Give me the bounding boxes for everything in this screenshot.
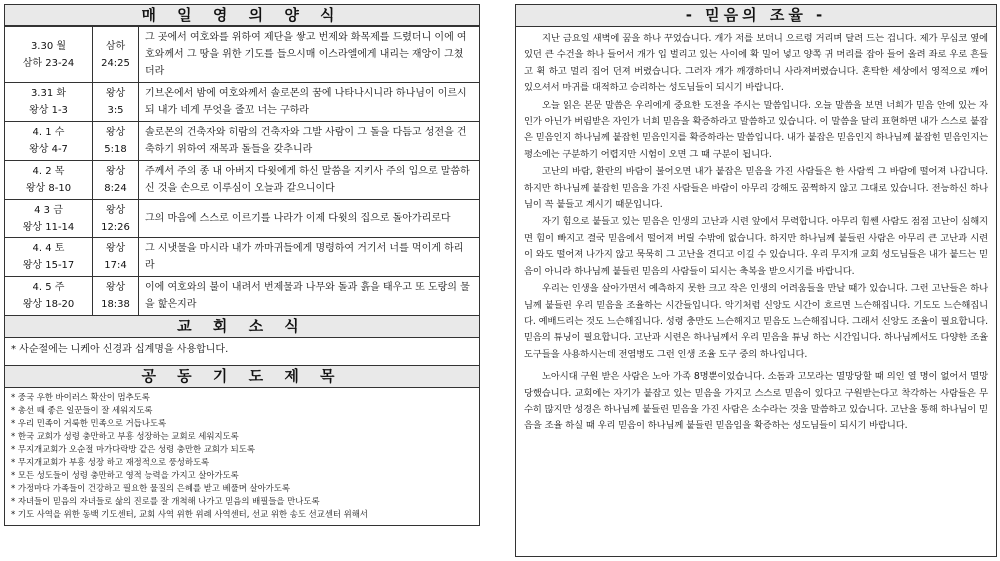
prayer-item: * 우리 민족이 거룩한 민족으로 거듭나도록	[11, 418, 167, 428]
reading-row	[5, 238, 480, 277]
essay-paragraph: 오늘 읽은 본문 말씀은 우리에게 중요한 도전을 주시는 말씀입니다. 오늘 말씀을 보면 너희가 믿음 안에 있는 자인가 아닌가 버림받은 자인가 너희 믿음을 확증하라고 말씀하고 있습니다. 이 말씀을 달리 표현하면 내가 스스로 붙잡은 믿음인지 하나님께 붙잡힌 믿음인지를 확증하라는 말씀입니다. 내가 붙잡은 믿음인지 하나님께 붙잡힌 믿음인지는 평소에는 구분하기 어렵지만 시험이 오면 그 때 구분이 됩니다.	[524, 99, 988, 160]
reading-text: 기브온에서 밤에 여호와께서 솔로몬의 꿈에 나타나시니라 하나님이 이르시되 내가 네게 무엇을 줄꼬 너는 구하라	[139, 83, 480, 122]
essay-paragraph: 노아시대 구원 받은 사람은 노아 가족 8명뿐이었습니다. 소돔과 고모라는 멸망당할 때 의인 열 명이 없어서 멸망당했습니다. 교회에는 자기가 붙잡고 있는 믿음을 가지고 스스로 믿음이 있다고 구원받는다고 착각하는 사람들은 무수히 많지만 성경은 하나님께 붙들린 믿음을 가진 사람은 소수라는 것을 말씀하고 있습니다. 고난을 통해 하나님이 믿음을 조율 하실 때 우리 믿음이 하나님께 붙들린 믿음임을 확증하는 성도님들이 되시기 바랍니다.	[524, 371, 988, 432]
reading-date	[5, 161, 93, 200]
reading-row	[5, 200, 480, 238]
reading-day: 4. 4 토	[32, 243, 65, 254]
reading-range: 왕상 18-20	[22, 299, 75, 310]
reading-day: 4. 1 수	[32, 127, 65, 138]
reading-day: 4. 5 주	[32, 282, 65, 293]
daily-reading-title: 매 일 영 의 양 식	[4, 4, 480, 26]
reading-range: 왕상 15-17	[22, 260, 75, 271]
right-column	[515, 4, 997, 557]
reading-day: 3.31 화	[30, 88, 67, 99]
reading-verse-ref	[93, 200, 139, 238]
essay-paragraph: 자기 힘으로 붙들고 있는 믿음은 인생의 고난과 시련 앞에서 무력합니다. 아무리 힘쎈 사람도 점점 고난이 심해지면 힘이 빠지고 결국 믿음에서 떨어져 버릴 수밖에 없습니다. 하지만 하나님께 붙들린 사람은 아무리 큰 고난과 시련이 와도 떨어져 나가지 않고 묵묵히 그 고난을 견디고 이길 수 있습니다. 우리 무지개 교회 성도님들은 내가 붙드는 믿음이 아니라 하나님께 붙들린 믿음의 사람들이 되시는 축복을 받으시기를 바랍니다.	[524, 216, 988, 277]
reading-verse: 5:18	[104, 144, 127, 155]
prayer-title: 공 동 기 도 제 목	[4, 366, 480, 388]
reading-day: 4 3 금	[34, 204, 63, 216]
reading-book: 삼하	[105, 40, 126, 52]
reading-verse: 8:24	[104, 183, 127, 194]
reading-row	[5, 277, 480, 316]
church-news-item: * 사순절에는 니케아 신경과 십계명을 사용합니다.	[11, 344, 229, 355]
reading-text: 그의 마음에 스스로 이르기를 나라가 이제 다윗의 집으로 돌아가리로다	[139, 200, 480, 238]
prayer-list	[5, 388, 479, 525]
reading-text: 그 시냇물을 마시라 내가 까마귀들에게 명령하여 거기서 너를 먹이게 하리라	[139, 238, 480, 277]
prayer-item: * 무지개교회가 부흥 성장 하고 재정적으로 풍성하도록	[11, 457, 210, 467]
prayer-item: * 총선 때 좋은 일꾼들이 잘 세워지도록	[11, 405, 153, 415]
reading-date	[5, 277, 93, 316]
reading-verse: 24:25	[101, 57, 130, 69]
church-news-title: 교 회 소 식	[4, 316, 480, 338]
reading-book: 왕상	[105, 204, 126, 216]
reading-date	[5, 83, 93, 122]
reading-text: 그 곳에서 여호와를 위하여 제단을 쌓고 번제와 화목제를 드렸더니 이에 여호와께서 그 땅을 위한 기도를 들으시매 이스라엘에게 내리는 재앙이 그쳤더라	[139, 27, 480, 83]
prayer-item: * 중국 우한 바이러스 확산이 멈추도록	[11, 392, 150, 402]
reading-verse-ref	[93, 238, 139, 277]
prayer-item: * 무지개교회가 오순절 마가다락방 같은 성령 충만한 교회가 되도록	[11, 444, 255, 454]
prayer-item: * 가정마다 가족들이 건강하고 필요한 물질의 은혜를 받고 베풀며 살아가도록	[11, 483, 290, 493]
prayer-item: * 모든 성도들이 성령 충만하고 영적 능력을 가지고 살아가도록	[11, 470, 239, 480]
reading-verse: 18:38	[101, 299, 130, 310]
reading-range: 왕상 1-3	[29, 105, 68, 116]
reading-day: 3.30 월	[30, 40, 67, 52]
essay-paragraph: 지난 금요일 새벽에 꿈을 하나 꾸었습니다. 개가 저를 보더니 으르렁 거리며 달려 드는 겁니다. 제가 무심코 옆에 있던 큰 수건을 하나 들어서 개가 입 벌리고 있는 사이에 확 밀어 넣고 양쪽 귀 머리를 잡아 들어 올려 좌로 우로 흔들고 휙 하고 멀리 집어 던져 버렸습니다. 그러자 개가 깨갱하더니 사라져버렸습니다. 혼탁한 세상에서 영적으로 깨어 있으셔서 마귀를 대적하고 승리하는 성도님들이 되시기 바랍니다.	[524, 33, 988, 94]
reading-row	[5, 161, 480, 200]
reading-row	[5, 122, 480, 161]
reading-verse-ref	[93, 161, 139, 200]
reading-book: 왕상	[105, 88, 126, 99]
prayer-box	[4, 388, 480, 526]
reading-date	[5, 122, 93, 161]
reading-date	[5, 200, 93, 238]
left-column	[4, 4, 480, 526]
reading-book: 왕상	[105, 127, 126, 138]
reading-range: 삼하 23-24	[22, 57, 75, 69]
reading-range: 왕상 8-10	[25, 183, 72, 194]
reading-book: 왕상	[105, 282, 126, 293]
reading-row	[5, 83, 480, 122]
reading-range: 왕상 11-14	[22, 221, 75, 233]
prayer-item: * 기도 사역을 위한 동백 기도센터, 교회 사역 위한 위례 사역센터, 선교 위한 송도 선교센터 위해서	[11, 509, 368, 519]
church-news-box	[4, 338, 480, 366]
essay-paragraph: 우리는 인생을 살아가면서 예측하지 못한 크고 작은 인생의 어려움들을 만날 때가 있습니다. 그런 고난들은 하나님께 붙들린 우리 믿음을 조율하는 시간들입니다. 악기처럼 신앙도 시간이 흐르면 느슨해집니다. 기도도 느슨해집니다. 예배드리는 것도 느슨해집니다. 성령 충만도 느슨해지고 믿음도 느슨해집니다. 그래서 신앙도 조율이 필요합니다. 믿음의 튜닝이 필요합니다. 고난과 시련은 하나님께서 우리 믿음을 튜닝 하는 시간입니다. 하나님께서도 다양한 조율 도구들을 사용하시는데 전염병도 그런 인생 조율 도구 중의 하나입니다.	[524, 283, 988, 360]
essay-paragraph: 고난의 바람, 환란의 바람이 불어오면 내가 붙잡은 믿음을 가진 사람들은 한 사람씩 그 바람에 떨어져 나갑니다. 하지만 하나님께 붙잡힌 믿음을 가진 사람들은 바람이 아무리 강해도 꿈쩍하지 않고 그대로 있습니다. 전능하신 하나님이 꼭 붙들고 계시기 때문입니다.	[524, 166, 988, 211]
reading-verse: 3:5	[107, 105, 124, 116]
reading-verse-ref	[93, 83, 139, 122]
essay-body	[516, 27, 996, 435]
essay-title: - 믿음의 조율 -	[516, 5, 996, 27]
prayer-item: * 자녀들이 믿음의 자녀들로 삶의 진로를 잘 개척해 나가고 믿음의 배필들을 만나도록	[11, 496, 320, 506]
reading-verse-ref	[93, 27, 139, 83]
reading-text: 주께서 주의 종 내 아버지 다윗에게 하신 말씀을 지키사 주의 입으로 말씀하신 것을 손으로 이루심이 오늘과 같으니이다	[139, 161, 480, 200]
reading-date	[5, 238, 93, 277]
reading-date	[5, 27, 93, 83]
reading-range: 왕상 4-7	[29, 144, 68, 155]
reading-row	[5, 27, 480, 83]
reading-verse: 17:4	[104, 260, 127, 271]
reading-verse: 12:26	[101, 221, 130, 233]
reading-verse-ref	[93, 277, 139, 316]
reading-book: 왕상	[105, 243, 126, 254]
reading-verse-ref	[93, 122, 139, 161]
reading-text: 솔로몬의 건축자와 히람의 건축자와 그발 사람이 그 돌을 다듬고 성전을 건축하기 위하여 재목과 돌들을 갖추니라	[139, 122, 480, 161]
daily-reading-table	[4, 26, 480, 316]
reading-text: 이에 여호와의 불이 내려서 번제물과 나무와 돌과 흙을 태우고 또 도랑의 물을 핥은지라	[139, 277, 480, 316]
prayer-item: * 한국 교회가 성령 충만하고 부흥 성장하는 교회로 세워지도록	[11, 431, 239, 441]
reading-book: 왕상	[105, 166, 126, 177]
reading-day: 4. 2 목	[32, 166, 65, 177]
